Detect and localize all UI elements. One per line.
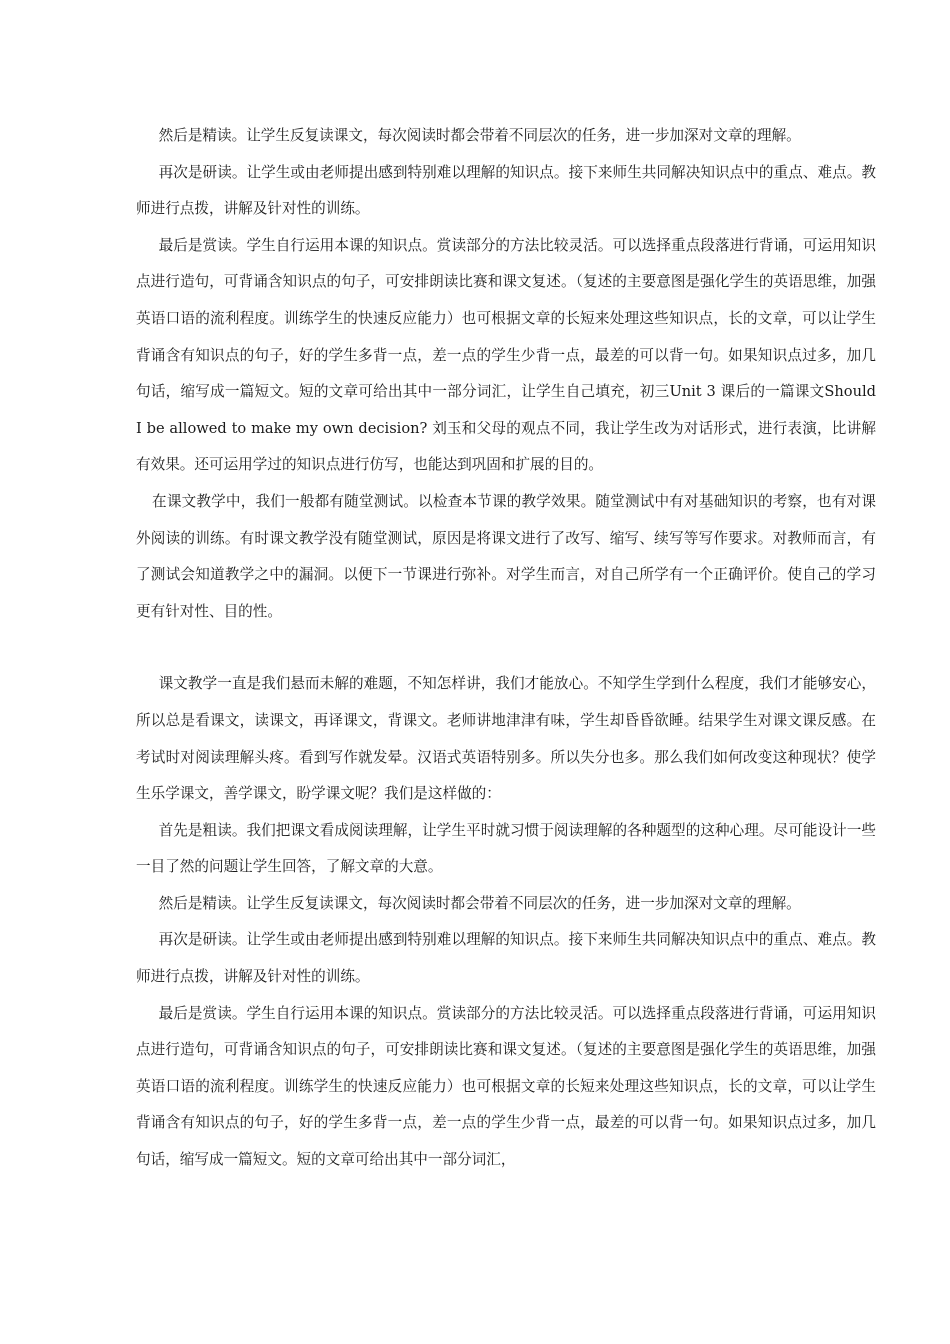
paragraph-text-teaching-problem: 课文教学一直是我们悬而未解的难题，不知怎样讲，我们才能放心。不知学生学到什么程度，我们才能够安心，所以总是看课文，读课文，再译课文，背课文。老师讲地津津有味，学生却昏昏欲睡。结果学生对课文课反感。在考试时对阅读理解头疼。看到写作就发晕。汉语式英语特别多。所以失分也多。那么我们如何改变这种现状？使学生乐学课文，善学课文，盼学课文呢？我们是这样做的： [136, 675, 876, 803]
paragraph-study-reading: 再次是研读。让学生或由老师提出感到特别难以理解的知识点。接下来师生共同解决知识点中的重点、难点。教师进行点拨，讲解及针对性的训练。 [136, 163, 876, 218]
paragraph-appreciative-reading: 最后是赏读。学生自行运用本课的知识点。赏读部分的方法比较灵活。可以选择重点段落进行背诵，可运用知识点进行造句，可背诵含知识点的句子，可安排朗读比赛和课文复述。（复述的主要意图是强化学生的英语思维，加强英语口语的流利程度。训练学生的快速反应能力）也可根据文章的长短来处理这些知识点，长的文章，可以让学生背诵含有知识点的句子，好的学生多背一点，差一点的学生少背一点，最差的可以背一句。如果知识点过多，加几句话，缩写成一篇短文。短的文章可给出其中一部分词汇，让学生自己填充，初三Unit 3 课后的一篇课文Should I be allowed to make my own decision? 刘玉和父母的观点不同，我让学生改为对话形式，进行表演，比讲解有效果。还可运用学过的知识点进行仿写，也能达到巩固和扩展的目的。 [136, 236, 876, 474]
paragraph-appreciative-reading-2: 最后是赏读。学生自行运用本课的知识点。赏读部分的方法比较灵活。可以选择重点段落进行背诵，可运用知识点进行造句，可背诵含知识点的句子，可安排朗读比赛和课文复述。（复述的主要意图是强化学生的英语思维，加强英语口语的流利程度。训练学生的快速反应能力）也可根据文章的长短来处理这些知识点，长的文章，可以让学生背诵含有知识点的句子，好的学生多背一点，差一点的学生少背一点，最差的可以背一句。如果知识点过多，加几句话，缩写成一篇短文。短的文章可给出其中一部分词汇， [136, 1004, 876, 1169]
paragraph-study-reading-2: 再次是研读。让学生或由老师提出感到特别难以理解的知识点。接下来师生共同解决知识点中的重点、难点。教师进行点拨，讲解及针对性的训练。 [136, 931, 876, 986]
section-gap [136, 630, 876, 666]
paragraph-intensive-reading: 然后是精读。让学生反复读课文，每次阅读时都会带着不同层次的任务，进一步加深对文章的理解。 [158, 127, 801, 144]
document-body [136, 118, 876, 1179]
paragraph-skimming: 首先是粗读。我们把课文看成阅读理解，让学生平时就习惯于阅读理解的各种题型的这种心理。尽可能设计一些一目了然的问题让学生回答，了解文章的大意。 [136, 821, 876, 876]
paragraph-intensive-reading-2: 然后是精读。让学生反复读课文，每次阅读时都会带着不同层次的任务，进一步加深对文章的理解。 [158, 894, 801, 912]
paragraph-classroom-test: 在课文教学中，我们一般都有随堂测试。以检查本节课的教学效果。随堂测试中有对基础知识的考察，也有对课外阅读的训练。有时课文教学没有随堂测试，原因是将课文进行了改写、缩写、续写等写作要求。对教师而言，有了测试会知道教学之中的漏洞。以便下一节课进行弥补。对学生而言，对自己所学有一个正确评价。使自己的学习更有针对性、目的性。 [136, 492, 876, 620]
